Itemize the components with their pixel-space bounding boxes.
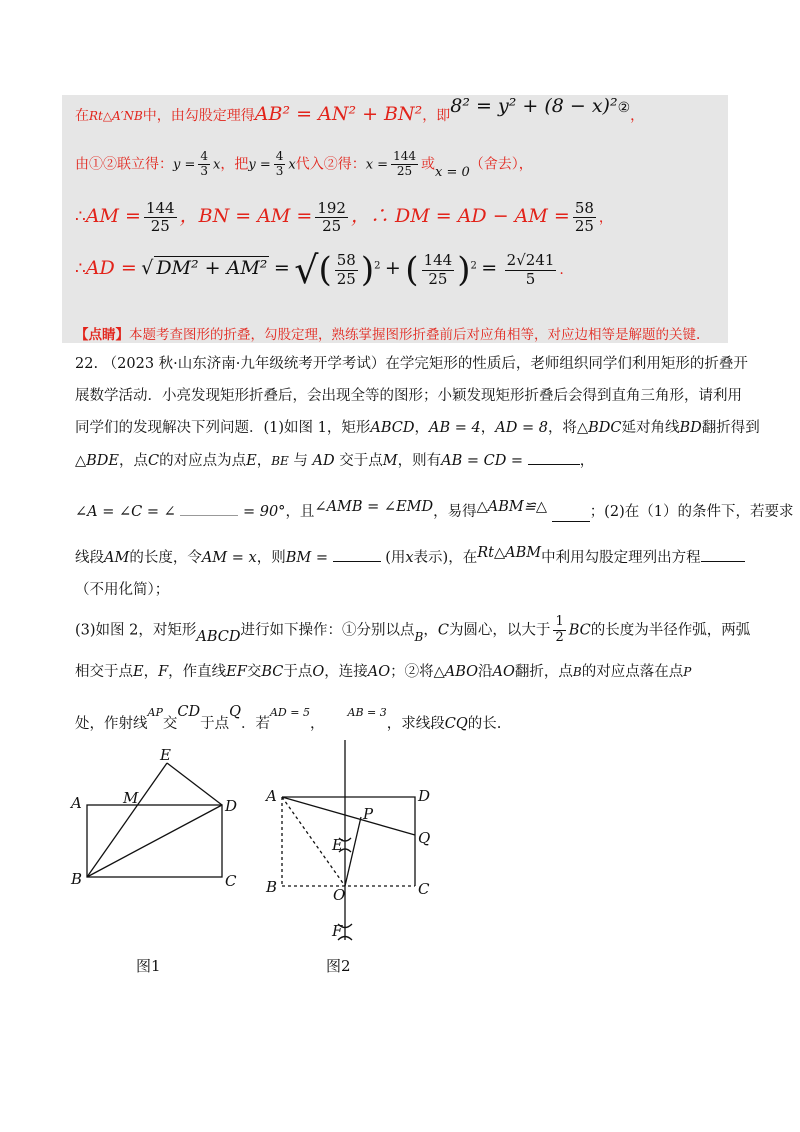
- equation: ，∴ DM = AD − AM =: [350, 204, 570, 227]
- figure-2: [282, 740, 415, 940]
- numerator: 144: [423, 251, 453, 270]
- equation: AB² = AN² + BN²: [254, 103, 423, 125]
- fig2-label-d: D: [418, 787, 431, 805]
- question-line-6: [75, 546, 745, 567]
- therefore-symbol: ∴: [75, 259, 86, 279]
- fig2-label-e: E: [332, 836, 343, 854]
- equation: 8² = y² + (8 − x)²: [450, 95, 618, 117]
- fig2-label-b: B: [266, 878, 278, 896]
- text: 中，由勾股定理得: [142, 108, 255, 124]
- text: 于点: [200, 716, 230, 732]
- question-source: （2023 秋·山东济南·九年级统考开学考试）: [102, 356, 386, 372]
- text: 为圆心，以大于: [448, 622, 551, 639]
- math: Q: [229, 704, 241, 720]
- figure-1-caption: 图1: [136, 957, 161, 975]
- question-line-7: [75, 578, 169, 599]
- math: AM: [104, 550, 130, 566]
- math: ∠AMB = ∠EMD: [314, 499, 434, 515]
- text: 展数学活动．小亮发现矩形折叠后，会出现全等的图形；小颖发现矩形折叠后会得到直角三角形，请利用: [75, 388, 742, 404]
- math: AO: [492, 664, 515, 680]
- paren-close: ): [360, 250, 375, 290]
- paren-close: ): [457, 250, 471, 290]
- text: 翻折得到: [701, 420, 760, 436]
- text: 与: [293, 453, 308, 469]
- math: M: [382, 453, 398, 469]
- math: BE: [271, 454, 289, 468]
- text: 交: [162, 716, 178, 732]
- question-line-8: [75, 615, 750, 646]
- solution-line-1: [75, 95, 645, 125]
- math: CQ: [444, 716, 468, 732]
- fig2-label-q: Q: [418, 829, 431, 847]
- fig2-segment-op: [345, 817, 361, 886]
- paren-open: (: [405, 250, 419, 290]
- equals: =: [273, 257, 290, 279]
- circle-number: ②: [617, 100, 631, 116]
- question-line-5: [75, 500, 793, 521]
- text: ，连接: [324, 664, 368, 680]
- figure-1: [87, 763, 222, 877]
- numerator: 192: [317, 199, 346, 217]
- math: B: [414, 630, 424, 645]
- math: △BDE: [75, 453, 120, 469]
- math: C: [148, 453, 160, 469]
- numerator: 58: [574, 199, 594, 217]
- paren-open: (: [318, 250, 332, 290]
- text: 或: [420, 156, 435, 173]
- text: ，将: [547, 420, 577, 436]
- numerator: 144: [145, 199, 175, 217]
- numerator: 4: [275, 149, 284, 163]
- text: 的长度，令: [129, 550, 202, 566]
- equation: ，BN = AM =: [179, 204, 313, 227]
- answer-blank[interactable]: [701, 561, 745, 562]
- math: = 90°: [242, 504, 286, 520]
- math: BC: [261, 664, 284, 680]
- question-line-10: [75, 704, 502, 733]
- math: x: [405, 550, 414, 566]
- fig2-label-f: F: [332, 922, 343, 940]
- math: AD: [312, 453, 335, 469]
- figures-canvas: [60, 740, 520, 950]
- fig1-label-d: D: [225, 797, 238, 815]
- math: E: [246, 453, 257, 469]
- fig1-label-b: B: [71, 870, 83, 888]
- fraction: [391, 150, 418, 179]
- therefore-symbol: ∴: [75, 206, 86, 227]
- text: 交于点: [339, 453, 383, 469]
- text: ，点: [119, 453, 149, 469]
- equation: x = 0: [434, 165, 470, 181]
- figure-2-labels: [264, 787, 430, 940]
- text: ，且: [285, 504, 315, 520]
- math: Rt△ABM: [477, 545, 542, 561]
- text: ．若: [240, 716, 270, 732]
- fig2-ray-ap: [282, 797, 415, 835]
- text: ，: [630, 108, 645, 124]
- text: 中利用勾股定理列出方程: [541, 550, 701, 566]
- fig1-segment-ed: [167, 763, 222, 805]
- denominator: 3: [275, 163, 284, 178]
- exponent: 2: [374, 260, 381, 272]
- text: 于点: [283, 664, 313, 680]
- text: 进行如下操作：①分别以点: [240, 622, 415, 639]
- denominator: 25: [150, 217, 170, 236]
- solution-line-2: [75, 150, 533, 179]
- math: ABCD: [196, 629, 241, 646]
- math: ABCD: [370, 420, 415, 436]
- text: （不用化简）；: [75, 582, 170, 598]
- text: 同学们的发现解决下列问题．(1)如图 1，矩形: [75, 420, 371, 436]
- numerator: 2√241: [506, 251, 555, 270]
- text: （舍去），: [469, 156, 533, 173]
- equation: AD =: [85, 257, 137, 279]
- text: 在学完矩形的性质后，老师组织同学们利用矩形的折叠开: [385, 356, 748, 372]
- answer-blank[interactable]: [180, 515, 238, 516]
- text: ，作直线: [168, 664, 227, 680]
- plus: +: [384, 257, 401, 279]
- math: AO: [367, 664, 391, 680]
- text: .: [559, 262, 564, 278]
- math: △BDC: [576, 420, 622, 436]
- text: 延对角线: [621, 420, 680, 436]
- equation: AM =: [85, 204, 141, 227]
- text: (3)如图 2，对矩形: [75, 622, 197, 639]
- fraction: [573, 200, 596, 236]
- denominator: 25: [574, 217, 594, 236]
- question-line-9: [75, 660, 691, 681]
- text: ，则: [256, 550, 286, 566]
- math: AD = 5: [269, 706, 310, 719]
- math: AP: [147, 706, 163, 719]
- comment-text: 本题考查图形的折叠，勾股定理，熟练掌握图形折叠前后对应角相等，对应边相等是解题的关键.: [129, 327, 701, 343]
- fraction: [144, 200, 177, 236]
- triangle-label: Rt△A′NB: [89, 109, 143, 123]
- fig1-label-a: A: [71, 794, 82, 812]
- denominator: 25: [428, 269, 448, 288]
- math: C: [437, 622, 449, 639]
- exponent: 2: [470, 260, 477, 272]
- text: 的长.: [467, 716, 502, 732]
- question-number: 22.: [75, 356, 99, 372]
- text: 的对应点为点: [159, 453, 247, 469]
- figure-1-labels: [69, 746, 237, 890]
- math: ∠A = ∠C = ∠: [75, 504, 176, 520]
- fraction: [274, 150, 286, 179]
- denominator: 25: [396, 163, 413, 178]
- math: CD: [177, 704, 201, 720]
- text: 在: [75, 108, 89, 124]
- solution-line-3: [75, 200, 613, 236]
- fig1-diagonal-bd: [87, 805, 222, 877]
- text: ，即: [422, 108, 451, 124]
- text: 表示)，在: [413, 550, 478, 566]
- numerator: 1: [555, 614, 564, 629]
- text: ，求线段: [386, 716, 445, 732]
- text: ，: [143, 664, 159, 680]
- fig2-label-p: P: [363, 805, 374, 823]
- fraction: [198, 150, 210, 179]
- math: O: [312, 664, 325, 680]
- fraction: [315, 200, 348, 236]
- text: ；②将: [390, 664, 434, 680]
- numerator: 58: [336, 251, 356, 270]
- math: B: [572, 665, 582, 679]
- fig1-segment-be: [87, 763, 167, 877]
- math: △ABM≌△: [476, 499, 548, 515]
- denominator: 3: [200, 163, 209, 178]
- math: AD = 8: [495, 420, 548, 436]
- text: ，: [256, 453, 272, 469]
- text: 交: [246, 664, 262, 680]
- math: P: [683, 665, 692, 679]
- text: 处，作射线: [75, 716, 148, 732]
- fig1-label-e: E: [160, 746, 171, 764]
- answer-blank[interactable]: [333, 561, 381, 562]
- equation: y =: [173, 157, 196, 173]
- fraction: [553, 615, 565, 646]
- text: ，: [414, 420, 429, 436]
- math: F: [158, 664, 169, 680]
- text: 的对应点落在点: [581, 664, 684, 680]
- question-line-1: [75, 352, 748, 373]
- text: ，把: [220, 156, 249, 173]
- text: 线段: [75, 550, 104, 566]
- math: AB = 3: [347, 706, 387, 719]
- text: 翻折，点: [514, 664, 573, 680]
- sqrt-sign: √: [141, 257, 154, 279]
- math: AM = x: [201, 550, 257, 566]
- variable: x: [213, 157, 221, 173]
- fraction: [505, 252, 557, 288]
- fig2-label-a: A: [266, 787, 277, 805]
- text: 的长度为半径作弧，两弧: [590, 622, 751, 639]
- solution-comment: [75, 323, 700, 343]
- text: ，: [598, 209, 613, 226]
- fraction: [422, 252, 455, 288]
- question-line-3: [75, 416, 760, 437]
- question-line-2: [75, 384, 742, 405]
- text: 由①②联立得：: [75, 156, 173, 173]
- fig2-label-o: O: [333, 886, 346, 904]
- text: 代入②得：: [295, 156, 366, 173]
- math: EF: [226, 664, 247, 680]
- text: (用: [385, 550, 406, 566]
- math: BM =: [285, 550, 328, 566]
- numerator: 144: [393, 149, 416, 163]
- sqrt-sign-large: √: [294, 248, 319, 292]
- equals: =: [481, 257, 498, 279]
- equation: y =: [248, 157, 271, 173]
- question-line-4: [75, 449, 594, 470]
- text: 沿: [478, 664, 493, 680]
- denominator: 25: [322, 217, 342, 236]
- denominator: 25: [336, 269, 356, 288]
- numerator: 4: [200, 149, 209, 163]
- text: ，则有: [397, 453, 442, 469]
- answer-blank[interactable]: [552, 521, 590, 522]
- comment-tag: 【点睛】: [75, 327, 129, 343]
- math: BD: [679, 420, 702, 436]
- text: ，: [309, 716, 325, 732]
- fig2-label-c: C: [418, 880, 430, 898]
- text: ，: [480, 420, 496, 436]
- fig1-label-m: M: [123, 789, 139, 807]
- text: ，: [579, 453, 595, 469]
- fig1-label-c: C: [225, 872, 237, 890]
- text: ；(2)在（1）的条件下，若要求: [589, 504, 794, 520]
- math: E: [133, 664, 144, 680]
- denominator: 2: [555, 629, 564, 645]
- math: BC: [568, 622, 591, 639]
- figure-2-caption: 图2: [326, 957, 351, 975]
- sqrt-radicand: DM² + AM²: [156, 257, 268, 279]
- text: ，易得: [433, 504, 477, 520]
- solution-line-4: [75, 248, 564, 292]
- text: ，: [423, 622, 438, 639]
- denominator: 5: [525, 269, 536, 288]
- text: 相交于点: [75, 664, 133, 680]
- answer-blank[interactable]: [528, 464, 580, 465]
- math: AB = 4: [429, 420, 481, 436]
- math: △ABO: [433, 664, 479, 680]
- math: AB = CD =: [441, 453, 524, 469]
- fraction: [335, 252, 358, 288]
- variable: x: [288, 157, 296, 173]
- equation: x =: [365, 157, 389, 173]
